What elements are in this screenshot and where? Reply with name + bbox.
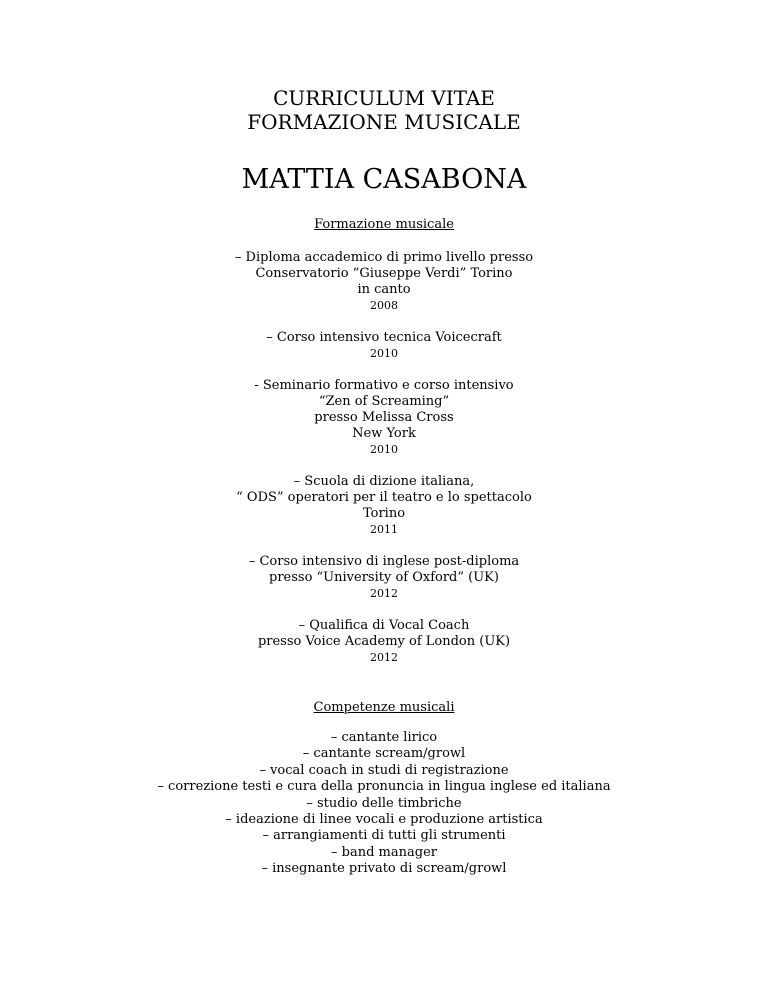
entry-year: 2012 — [370, 651, 398, 664]
skill-item: – insegnante privato di scream/growl — [261, 861, 507, 877]
skill-item: – cantante scream/growl — [302, 746, 466, 762]
skills-section-title: Competenze musicali — [313, 700, 455, 715]
training-entry-vocal-coach — [0, 618, 768, 666]
entry-line: – Corso intensivo tecnica Voicecraft — [266, 330, 502, 345]
entry-line: – Scuola di dizione italiana, — [293, 474, 475, 489]
entry-line: Conservatorio “Giuseppe Verdi” Torino — [255, 266, 513, 281]
training-entry-oxford — [0, 554, 768, 602]
entry-year: 2010 — [370, 443, 398, 456]
training-entry-voicecraft — [0, 330, 768, 362]
entry-line: “ ODS” operatori per il teatro e lo spettacolo — [236, 490, 532, 505]
training-section-title: Formazione musicale — [314, 217, 454, 232]
entry-year: 2011 — [370, 523, 398, 536]
entry-line: - Seminario formativo e corso intensivo — [254, 378, 514, 393]
skill-item: – ideazione di linee vocali e produzione artistica — [225, 812, 543, 828]
entry-line: in canto — [357, 282, 411, 297]
skill-item: – studio delle timbriche — [306, 795, 462, 811]
entry-line: – Diploma accademico di primo livello presso — [234, 250, 534, 265]
entry-line: “Zen of Screaming” — [318, 394, 450, 409]
document-heading — [0, 86, 768, 134]
skill-item: – vocal coach in studi di registrazione — [259, 762, 509, 778]
training-entry-diploma — [0, 250, 768, 314]
entry-line: presso “University of Oxford” (UK) — [269, 570, 499, 585]
heading-line-cv: CURRICULUM VITAE — [273, 86, 495, 110]
skill-item: – cantante lirico — [330, 730, 438, 745]
skill-item: – correzione testi e cura della pronuncia in lingua inglese ed italiana — [157, 779, 611, 795]
entry-year: 2008 — [370, 299, 398, 312]
training-entry-dizione — [0, 474, 768, 538]
entry-line: New York — [352, 426, 416, 441]
skill-item: – arrangiamenti di tutti gli strumenti — [262, 828, 506, 844]
entry-year: 2012 — [370, 587, 398, 600]
person-name: MATTIA CASABONA — [241, 164, 527, 195]
training-entry-zen-of-screaming — [0, 378, 768, 458]
entry-year: 2010 — [370, 347, 398, 360]
skill-item: – band manager — [331, 844, 437, 860]
entry-line: Torino — [362, 506, 406, 521]
heading-line-subtitle: FORMAZIONE MUSICALE — [247, 110, 521, 134]
skills-list — [0, 730, 768, 878]
entry-line: – Qualifica di Vocal Coach — [298, 618, 470, 633]
entry-line: presso Melissa Cross — [314, 410, 454, 425]
entry-line: – Corso intensivo di inglese post-diploma — [248, 554, 520, 569]
entry-line: presso Voice Academy of London (UK) — [257, 634, 511, 649]
